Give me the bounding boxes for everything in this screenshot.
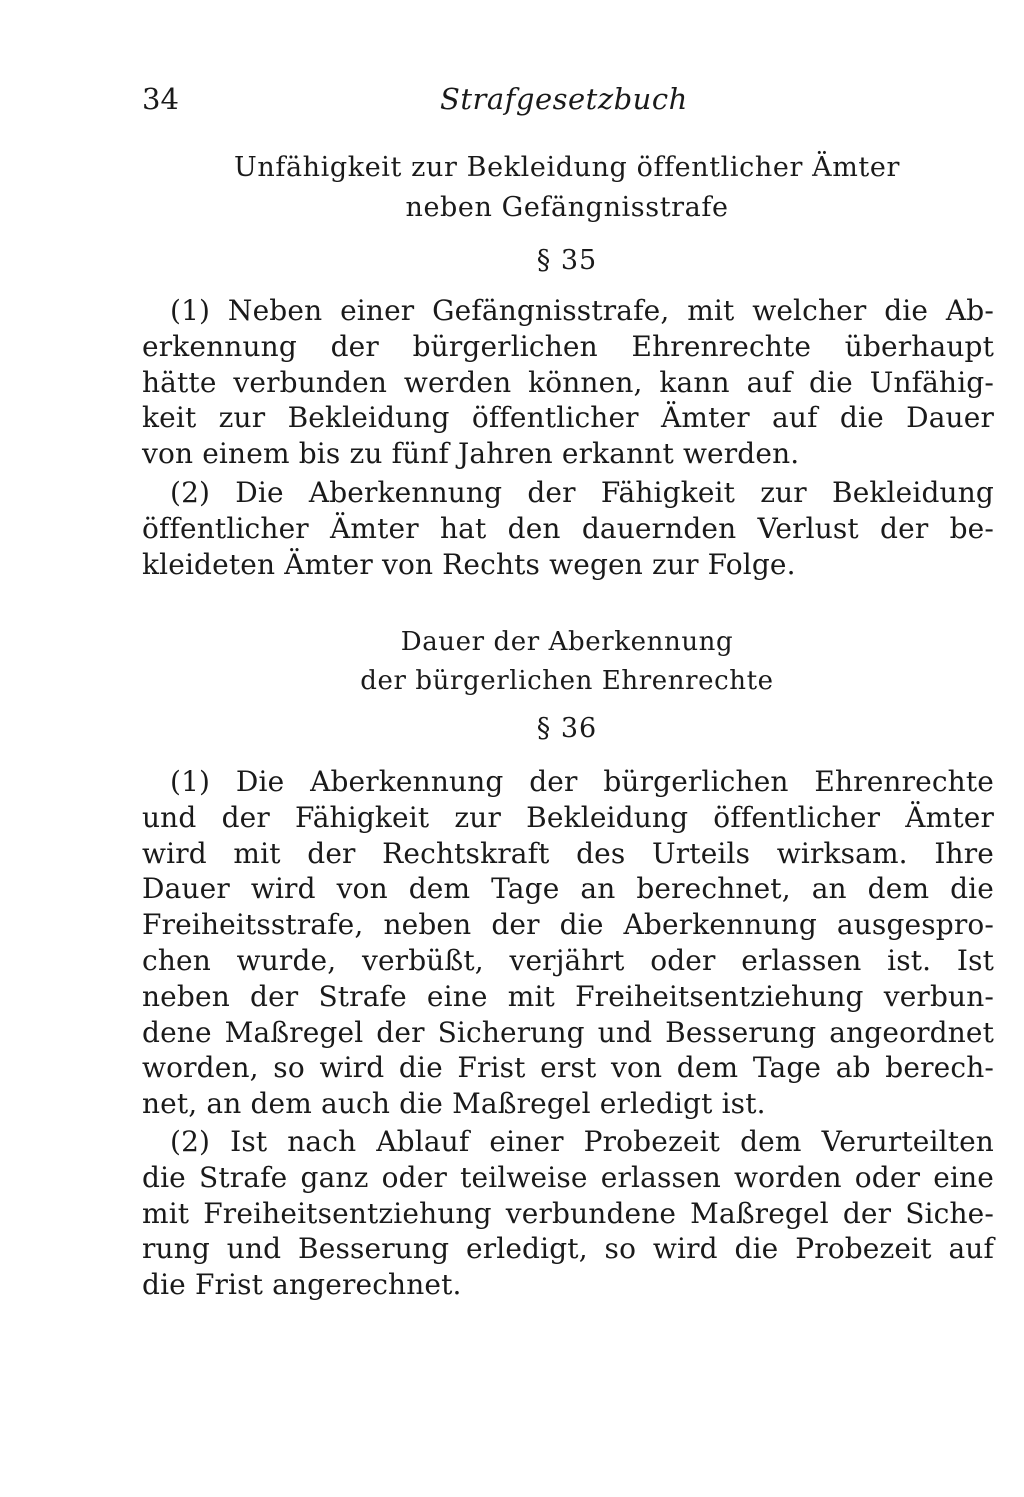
text-line: erkennung der bürgerlichen Ehrenrechte überhaupt — [142, 329, 994, 363]
running-head — [142, 82, 822, 122]
section-35-paragraph-2 — [142, 475, 994, 582]
section-36-heading-line2: der bürgerlichen Ehrenrechte — [360, 666, 774, 696]
section-36-heading-line1: Dauer der Aberkennung — [400, 627, 734, 657]
text-line: hätte verbunden werden können, kann auf die Unfähig- — [142, 365, 994, 399]
text-line: neben der Strafe eine mit Freiheitsentziehung verbun- — [142, 979, 994, 1013]
text-line: öffentlicher Ämter hat den dauernden Verlust der be- — [142, 511, 994, 545]
text-line: chen wurde, verbüßt, verjährt oder erlassen ist. Ist — [142, 943, 994, 977]
section-35-sign: § 35 — [536, 245, 598, 276]
section-36-sign: § 36 — [536, 713, 598, 744]
text-line: net, an dem auch die Maßregel erledigt ist. — [142, 1087, 766, 1121]
text-line: (2) Die Aberkennung der Fähigkeit zur Bekleidung — [170, 476, 994, 509]
text-line: dene Maßregel der Sicherung und Besserung angeordnet — [142, 1015, 994, 1049]
text-line: (1) Neben einer Gefängnisstrafe, mit welcher die Ab- — [170, 294, 994, 327]
text-line: Dauer wird von dem Tage an berechnet, an dem die — [142, 872, 994, 906]
text-line: wird mit der Rechtskraft des Urteils wirksam. Ihre — [142, 836, 994, 870]
text-line: die Frist angerechnet. — [142, 1268, 462, 1302]
book-title: Strafgesetzbuch — [440, 82, 688, 116]
text-line: kleideten Ämter von Rechts wegen zur Folge. — [142, 547, 796, 581]
section-36-paragraph-1 — [142, 764, 994, 1122]
text-line: rung und Besserung erledigt, so wird die Probezeit auf — [142, 1232, 994, 1266]
text-line: (2) Ist nach Ablauf einer Probezeit dem Verurteilten — [170, 1125, 994, 1158]
text-line: die Strafe ganz oder teilweise erlassen worden oder eine — [142, 1160, 994, 1194]
section-36-paragraph-2 — [142, 1124, 994, 1303]
section-35-heading-line2: neben Gefängnisstrafe — [405, 192, 729, 223]
text-line: (1) Die Aberkennung der bürgerlichen Ehrenrechte — [170, 765, 994, 798]
section-35-heading-line1: Unfähigkeit zur Bekleidung öffentlicher Ämter — [234, 152, 900, 183]
text-line: mit Freiheitsentziehung verbundene Maßregel der Siche- — [142, 1196, 994, 1230]
page-number: 34 — [142, 82, 179, 116]
text-line: und der Fähigkeit zur Bekleidung öffentlicher Ämter — [142, 800, 994, 834]
text-line: Freiheitsstrafe, neben der die Aberkennung ausgespro- — [142, 908, 994, 942]
section-35-paragraph-1 — [142, 293, 994, 472]
text-line: worden, so wird die Frist erst von dem Tage ab berech- — [142, 1051, 994, 1085]
text-line: keit zur Bekleidung öffentlicher Ämter auf die Dauer — [142, 401, 994, 435]
text-line: von einem bis zu fünf Jahren erkannt werden. — [142, 437, 800, 471]
